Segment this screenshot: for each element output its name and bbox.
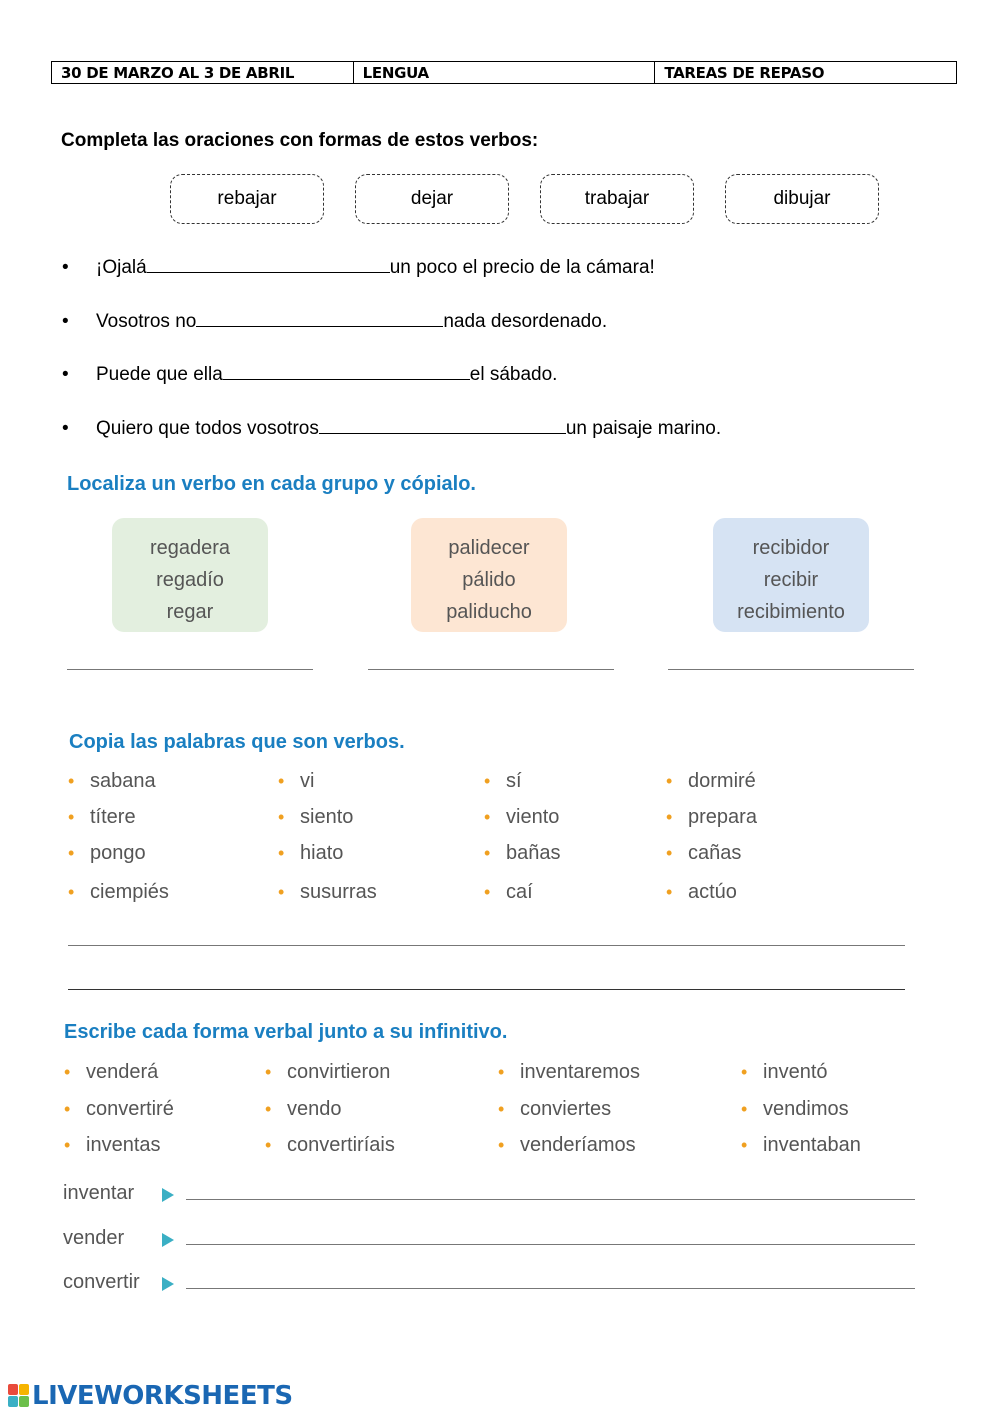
sentence-4 xyxy=(62,416,721,440)
arrow-right-icon xyxy=(162,1233,174,1247)
bullet-dot: • xyxy=(741,1099,748,1119)
list-item: • inventaremos xyxy=(498,1061,641,1083)
bullet-dot: • xyxy=(64,1062,71,1082)
bullet-dot: • xyxy=(265,1135,272,1155)
list-item: • inventas xyxy=(64,1134,161,1156)
list-item: • caí xyxy=(484,881,533,903)
list-item: • inventaban xyxy=(741,1134,861,1156)
answer-line-group-1[interactable] xyxy=(67,669,313,670)
list-item: • prepara xyxy=(666,806,757,828)
list-item: • conviertes xyxy=(498,1098,612,1120)
answer-line-group-2[interactable] xyxy=(368,669,614,670)
bullet-dot: • xyxy=(741,1062,748,1082)
bullet-dot: • xyxy=(64,1135,71,1155)
list-item: • convertiríais xyxy=(265,1134,395,1156)
group-word: recibidor xyxy=(752,537,830,559)
bullet-dot: • xyxy=(68,807,75,827)
sentence-2-after: nada desordenado. xyxy=(443,311,608,332)
bullet-dot: • xyxy=(278,807,285,827)
sentence-2-before: Vosotros no xyxy=(96,311,197,332)
word-group-2 xyxy=(411,518,567,632)
sentence-3-before: Puede que ella xyxy=(96,364,223,385)
arrow-right-icon xyxy=(162,1277,174,1291)
list-item: • títere xyxy=(68,806,136,828)
bullet-dot: • xyxy=(741,1135,748,1155)
verb-box-trabajar: trabajar xyxy=(540,174,694,224)
bullet: • xyxy=(62,418,69,439)
bullet-dot: • xyxy=(498,1135,505,1155)
answer-line-group-3[interactable] xyxy=(668,669,914,670)
bullet-dot: • xyxy=(666,843,673,863)
list-item: • dormiré xyxy=(666,770,756,792)
bullet-dot: • xyxy=(484,771,491,791)
bullet: • xyxy=(62,257,69,278)
infinitive-label-inventar: inventar xyxy=(63,1182,135,1204)
sentence-2-blank[interactable] xyxy=(196,309,443,327)
arrow-right-icon xyxy=(162,1188,174,1202)
list-item: • actúo xyxy=(666,881,737,903)
bullet-dot: • xyxy=(265,1099,272,1119)
bullet-dot: • xyxy=(484,843,491,863)
list-item: • sí xyxy=(484,770,522,792)
sentence-3 xyxy=(62,362,557,386)
group-word: palidecer xyxy=(448,537,530,559)
list-item: • cañas xyxy=(666,842,742,864)
bullet-dot: • xyxy=(265,1062,272,1082)
list-item: • susurras xyxy=(278,881,377,903)
bullet-dot: • xyxy=(484,882,491,902)
word-group-1 xyxy=(112,518,268,632)
logo-text: LIVEWORKSHEETS xyxy=(32,1381,293,1411)
header-task: TAREAS DE REPASO xyxy=(664,64,825,82)
liveworksheets-logo xyxy=(8,1381,293,1411)
list-item: • viento xyxy=(484,806,560,828)
bullet-dot: • xyxy=(498,1062,505,1082)
sentence-1-after: un poco el precio de la cámara! xyxy=(389,257,655,278)
bullet-dot: • xyxy=(64,1099,71,1119)
group-word: regadera xyxy=(149,537,231,559)
sentence-1-blank[interactable] xyxy=(147,255,390,273)
exercise4-title: Escribe cada forma verbal junto a su infinitivo. xyxy=(64,1021,508,1043)
bullet-dot: • xyxy=(666,882,673,902)
list-item: • siento xyxy=(278,806,354,828)
group-word: regar xyxy=(166,601,214,623)
bullet-dot: • xyxy=(68,843,75,863)
exercise3-title: Copia las palabras que son verbos. xyxy=(69,731,405,753)
sentence-1-before: ¡Ojalá xyxy=(96,257,147,278)
list-item: • sabana xyxy=(68,770,156,792)
bullet-dot: • xyxy=(68,882,75,902)
bullet-dot: • xyxy=(278,843,285,863)
list-item: • pongo xyxy=(68,842,146,864)
exercise2-title: Localiza un verbo en cada grupo y cópialo. xyxy=(67,473,476,495)
list-item: • venderíamos xyxy=(498,1134,636,1156)
bullet-dot: • xyxy=(484,807,491,827)
bullet-dot: • xyxy=(278,882,285,902)
list-item: • venderá xyxy=(64,1061,159,1083)
header-table xyxy=(51,61,957,84)
list-item: • ciempiés xyxy=(68,881,169,903)
sentence-3-after: el sábado. xyxy=(469,364,558,385)
sentence-3-blank[interactable] xyxy=(223,362,470,380)
header-subject: LENGUA xyxy=(354,62,656,83)
group-word: regadío xyxy=(156,569,224,591)
group-word: pálido xyxy=(462,569,516,591)
bullet: • xyxy=(62,311,69,332)
infinitive-label-convertir: convertir xyxy=(63,1271,140,1293)
answer-line-vender[interactable] xyxy=(186,1244,915,1245)
answer-line-convertir[interactable] xyxy=(186,1288,915,1289)
verb-box-rebajar: rebajar xyxy=(170,174,324,224)
header-date: 30 DE MARZO AL 3 DE ABRIL xyxy=(52,62,354,83)
list-item: • inventó xyxy=(741,1061,828,1083)
group-word: recibir xyxy=(763,569,819,591)
bullet-dot: • xyxy=(498,1099,505,1119)
infinitive-label-vender: vender xyxy=(63,1227,125,1249)
sentence-4-before: Quiero que todos vosotros xyxy=(96,418,319,439)
bullet-dot: • xyxy=(278,771,285,791)
answer-line-verbs-2[interactable] xyxy=(68,989,905,990)
list-item: • vi xyxy=(278,770,315,792)
list-item: • convertiré xyxy=(64,1098,174,1120)
bullet-dot: • xyxy=(666,771,673,791)
answer-line-verbs-1[interactable] xyxy=(68,945,905,946)
sentence-1 xyxy=(62,255,655,279)
bullet-dot: • xyxy=(666,807,673,827)
verb-box-dejar: dejar xyxy=(355,174,509,224)
group-word: recibimiento xyxy=(737,601,845,623)
sentence-2 xyxy=(62,309,607,333)
verb-box-dibujar: dibujar xyxy=(725,174,879,224)
list-item: • bañas xyxy=(484,842,561,864)
answer-line-inventar[interactable] xyxy=(186,1199,915,1200)
list-item: • vendo xyxy=(265,1098,342,1120)
bullet-dot: • xyxy=(68,771,75,791)
sentence-4-blank[interactable] xyxy=(319,416,566,434)
logo-mark-icon xyxy=(8,1384,30,1408)
word-group-3 xyxy=(713,518,869,632)
list-item: • vendimos xyxy=(741,1098,849,1120)
exercise1-title: Completa las oraciones con formas de estos verbos: xyxy=(61,130,539,151)
group-word: paliducho xyxy=(446,601,532,623)
list-item: • convirtieron xyxy=(265,1061,391,1083)
list-item: • hiato xyxy=(278,842,344,864)
sentence-4-after: un paisaje marino. xyxy=(565,418,722,439)
bullet: • xyxy=(62,364,69,385)
